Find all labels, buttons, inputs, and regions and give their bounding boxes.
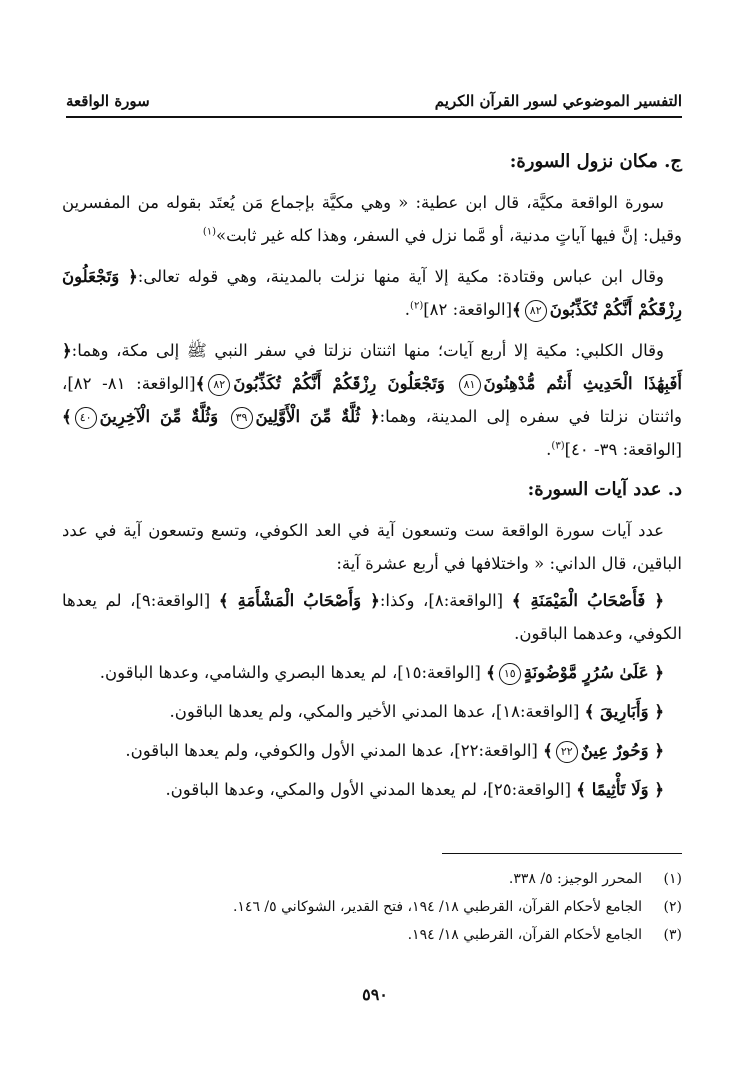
quran-quote: ﴿ عَلَىٰ سُرُرٍ مَّوْضُونَةٍ <box>523 663 664 682</box>
verse-reference: [الواقعة: ٨٢] <box>423 300 513 319</box>
quran-quote: ﴿ وَأَبَارِيقَ ﴾ <box>584 702 664 721</box>
quran-quote: ﴿ أَفَبِهَٰذَا الْحَدِيثِ أَنتُم مُّدْهِنُونَ <box>62 341 683 393</box>
verse-reference: [الواقعة:٢٢]، عدها المدني الأول والكوفي، ولم يعدها الباقون. <box>125 741 538 760</box>
footnote-marker: (٣) <box>663 927 682 943</box>
header-surah-name: سورة الواقعة <box>66 92 150 110</box>
footnote-3 <box>62 922 682 948</box>
list-item <box>62 734 682 767</box>
ayah-number-marker: ٣٩ <box>231 407 253 429</box>
list-item <box>62 773 682 806</box>
ayah-number-marker: ١٥ <box>499 663 521 685</box>
list-item <box>62 695 682 728</box>
punctuation: . <box>404 300 411 319</box>
ayah-number-marker: ٨٢ <box>208 374 230 396</box>
quran-quote: ﴿ وَلَا تَأْثِيمًا ﴾ <box>576 780 664 799</box>
header-rule <box>66 116 682 118</box>
list-item <box>62 656 682 689</box>
footnote-text: المحرر الوجيز: ٥/ ٣٣٨. <box>508 871 642 887</box>
footnote-text: الجامع لأحكام القرآن، القرطبي ١٨/ ١٩٤، فتح القدير، الشوكاني ٥/ ١٤٦. <box>232 899 642 915</box>
section-heading-revelation-place: ج. مكان نزول السورة: <box>509 151 682 172</box>
footnote-ref: (٢) <box>410 300 424 312</box>
list-item <box>62 584 682 650</box>
footnote-2 <box>62 894 682 920</box>
quran-quote: ﴿ وَأَصْحَابُ الْمَشْأَمَةِ ﴾ <box>218 591 380 610</box>
paragraph-verse-count: عدد آيات سورة الواقعة ست وتسعون آية في العد الكوفي، وتسع وتسعون آية في عدد الباقين، قال الداني: « واختلافها في أربع عشرة آية: <box>62 521 682 573</box>
ayah-number-marker: ٨٢ <box>525 300 547 322</box>
section-heading-verse-count: د. عدد آيات السورة: <box>527 479 682 500</box>
running-header <box>66 86 682 110</box>
paragraph-al-kalbi <box>62 334 682 466</box>
header-book-title: التفسير الموضوعي لسور القرآن الكريم <box>434 92 682 110</box>
footnote-marker: (٢) <box>663 899 682 915</box>
footnotes <box>62 866 682 950</box>
punctuation: . <box>546 440 552 459</box>
quran-bracket: ﴾ <box>486 663 496 682</box>
footnote-rule <box>442 853 682 854</box>
quran-quote: ﴿ فَأَصْحَابُ الْمَيْمَنَةِ ﴾ <box>511 591 665 610</box>
verse-reference: [الواقعة:١٨]، عدها المدني الأخير والمكي، ولم يعدها الباقون. <box>169 702 580 721</box>
quran-quote: وَتَجْعَلُونَ رِزْقَكُمْ أَنَّكُمْ تُكَذِّبُونَ <box>233 374 445 393</box>
verse-reference: [الواقعة:١٥]، لم يعدها البصري والشامي، وعدها الباقون. <box>99 663 481 682</box>
paragraph-text: وقال الكلبي: مكية إلا أربع آيات؛ منها اثنتان نزلتا في سفر النبي ﷺ إلى مكة، وهما: <box>71 341 664 360</box>
ayah-number-marker: ٤٠ <box>75 407 97 429</box>
paragraph-ibn-abbas <box>62 260 682 326</box>
paragraph-text: ، واثنتان نزلتا في سفره إلى المدينة، وهما: <box>62 374 682 426</box>
paragraph-ibn-atiyah <box>62 186 682 252</box>
ayah-number-marker: ٢٢ <box>556 741 578 763</box>
page-number: ٥٩٠ <box>362 985 388 1004</box>
footnote-marker: (١) <box>663 871 682 887</box>
verse-reference: [الواقعة:٨]، وكذا: <box>379 591 504 610</box>
quran-bracket: ﴾ <box>512 300 522 319</box>
quran-bracket: ﴾ <box>62 407 72 426</box>
quran-bracket: ﴾ <box>543 741 553 760</box>
verse-reference: [الواقعة:٩]، لم يعدها الكوفي، وعدهما الباقون. <box>62 591 682 643</box>
footnote-ref: (١) <box>202 226 217 238</box>
paragraph-text: وقال ابن عباس وقتادة: مكية إلا آية منها نزلت بالمدينة، وهي قوله تعالى: <box>137 267 664 286</box>
quran-quote: ﴿ ثُلَّةٌ مِّنَ الْأَوَّلِينَ <box>255 407 380 426</box>
quran-quote: ﴿ وَتَجْعَلُونَ رِزْقَكُمْ أَنَّكُمْ تُكَذِّبُونَ <box>62 267 682 319</box>
quran-bracket: ﴾ <box>195 374 206 393</box>
verse-reference: [الواقعة:٢٥]، لم يعدها المدني الأول والمكي، وعدها الباقون. <box>165 780 572 799</box>
paragraph-text: سورة الواقعة مكيَّة، قال ابن عطية: « وهي مكيَّة بإجماع مَن يُعتَد بقوله من المفسرين وقيل: إنَّ فيها آياتٍ مدنية، أو مَّما نزل في السفر، وهذا كله غير ثابت» <box>62 193 682 245</box>
quran-quote: ﴿ وَحُورٌ عِينٌ <box>580 741 664 760</box>
footnote-text: الجامع لأحكام القرآن، القرطبي ١٨/ ١٩٤. <box>407 927 642 943</box>
verse-reference: [الواقعة: ٨١- ٨٢] <box>67 374 196 393</box>
main-text <box>62 146 682 812</box>
ayah-number-marker: ٨١ <box>459 374 481 396</box>
footnote-ref: (٣) <box>551 440 565 452</box>
footnote-1 <box>62 866 682 892</box>
verse-reference: [الواقعة: ٣٩- ٤٠] <box>564 440 682 459</box>
quran-quote: وَثُلَّةٌ مِّنَ الْآخِرِينَ <box>99 407 219 426</box>
